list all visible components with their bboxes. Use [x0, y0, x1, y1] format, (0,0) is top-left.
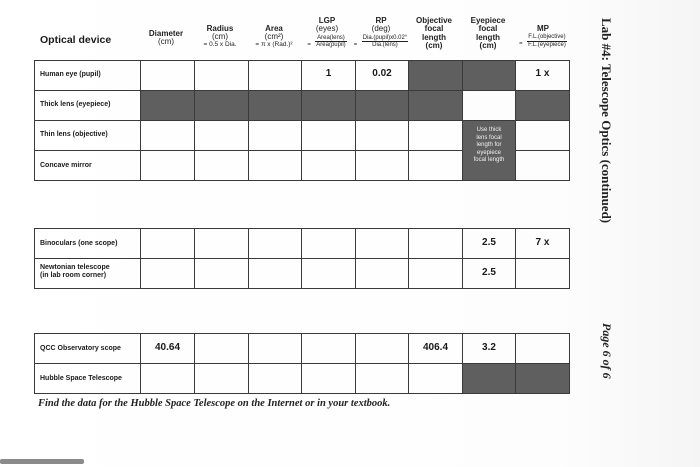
- binoculars-eyepiece: 2.5: [482, 237, 496, 248]
- header-rp: RP (deg) = $\frac{\text{Dia.(pupil)x0.02°}}{\text{Dia.(lens)}}$: [353, 16, 408, 49]
- cell-lgp[interactable]: [301, 150, 356, 181]
- qcc-diameter: 40.64: [154, 342, 181, 353]
- cell-mp[interactable]: [515, 333, 570, 364]
- cell-area[interactable]: [248, 150, 302, 181]
- cell-radius[interactable]: [194, 258, 249, 289]
- cell-area-shaded: [248, 90, 302, 121]
- row-label-hubble: Hubble Space Telescope: [40, 375, 122, 382]
- cell-objective[interactable]: [408, 150, 463, 181]
- cell-radius[interactable]: [194, 228, 249, 259]
- rp-formula: $\frac{\text{Dia.(pupil)x0.02°}}{\text{Dia.(lens)}}$: [362, 34, 408, 49]
- cell-rp-shaded: [355, 90, 409, 121]
- cell-lgp[interactable]: [301, 228, 356, 259]
- cell-objective[interactable]: [408, 363, 463, 394]
- cell-area[interactable]: [248, 228, 302, 259]
- cell-mp[interactable]: [515, 150, 570, 181]
- cell-mp[interactable]: [515, 258, 570, 289]
- footer-instruction: Find the data for the Hubble Space Telescope on the Internet or in your textbook.: [38, 398, 391, 409]
- newtonian-eyepiece: 2.5: [482, 267, 496, 278]
- row-label-qcc: QCC Observatory scope: [40, 345, 121, 352]
- header-objective: Objective focal length (cm): [415, 16, 452, 51]
- header-radius: Radius (cm) = 0.5 x Dia.: [203, 24, 237, 48]
- cell-area[interactable]: [248, 258, 302, 289]
- cell-rp[interactable]: [355, 333, 409, 364]
- cell-lgp-shaded: [301, 90, 356, 121]
- human-eye-rp: 0.02: [372, 68, 392, 79]
- binoculars-mp: 7 x: [535, 237, 550, 248]
- cell-radius[interactable]: [194, 60, 249, 91]
- cell-diameter[interactable]: [140, 363, 195, 394]
- cell-objective[interactable]: [408, 258, 463, 289]
- cell-area[interactable]: [248, 363, 302, 394]
- header-diameter: Diameter (cm): [148, 29, 184, 47]
- row-label-human-eye: Human eye (pupil): [40, 71, 101, 78]
- cell-lgp[interactable]: [301, 120, 356, 151]
- side-title: Lab #4: Telescope Optics (continued): [599, 18, 614, 224]
- cell-radius[interactable]: [194, 333, 249, 364]
- cell-mp-shaded: [515, 90, 570, 121]
- row-label-binoculars: Binoculars (one scope): [40, 240, 118, 247]
- human-eye-lgp: 1: [325, 68, 332, 79]
- cell-objective[interactable]: [408, 120, 463, 151]
- cell-lgp[interactable]: [301, 363, 356, 394]
- cell-rp[interactable]: [355, 228, 409, 259]
- cell-diameter[interactable]: [140, 120, 195, 151]
- cell-diameter-shaded: [140, 90, 195, 121]
- cell-eyepiece[interactable]: [462, 90, 516, 121]
- row-label-newtonian: Newtonian telescope (in lab room corner): [40, 264, 110, 280]
- cell-radius[interactable]: [194, 150, 249, 181]
- cell-eyepiece-shaded: [462, 363, 516, 394]
- cell-rp[interactable]: [355, 120, 409, 151]
- row-label-thin-lens: Thin lens (objective): [40, 131, 108, 138]
- header-lgp: LGP (eyes) = $\frac{\text{Area(lens)}}{\text{Area(pupil)}}$: [307, 16, 346, 49]
- cell-area[interactable]: [248, 120, 302, 151]
- qcc-eyepiece: 3.2: [482, 342, 496, 353]
- cell-area[interactable]: [248, 333, 302, 364]
- cell-lgp[interactable]: [301, 258, 356, 289]
- cell-rp[interactable]: [355, 258, 409, 289]
- cell-radius[interactable]: [194, 120, 249, 151]
- row-label-thick-lens: Thick lens (eyepiece): [40, 101, 111, 108]
- header-area: Area (cm²) = π x (Rad.)²: [255, 24, 293, 48]
- cell-objective-shaded: [408, 60, 463, 91]
- cell-diameter[interactable]: [140, 150, 195, 181]
- cell-objective-shaded: [408, 90, 463, 121]
- scroll-indicator: [0, 459, 84, 464]
- lgp-formula: $\frac{\text{Area(lens)}}{\text{Area(pupil)}}$: [316, 34, 346, 49]
- cell-lgp[interactable]: [301, 333, 356, 364]
- cell-eyepiece-shaded: [462, 60, 516, 91]
- cell-objective[interactable]: [408, 228, 463, 259]
- cell-area[interactable]: [248, 60, 302, 91]
- human-eye-mp: 1 x: [535, 68, 550, 79]
- cell-radius-shaded: [194, 90, 249, 121]
- cell-diameter[interactable]: [140, 60, 195, 91]
- cell-rp[interactable]: [355, 363, 409, 394]
- mp-formula: $\frac{\text{F.L.(objective)}}{\text{F.L.(eyepiece)}}$: [528, 34, 566, 48]
- header-mp: MP = $\frac{\text{F.L.(objective)}}{\text{F.L.(eyepiece)}}$: [519, 24, 566, 48]
- cell-radius[interactable]: [194, 363, 249, 394]
- side-page-number: Page 6 of 6: [600, 323, 614, 379]
- row-label-concave-mirror: Concave mirror: [40, 162, 92, 169]
- cell-rp[interactable]: [355, 150, 409, 181]
- cell-diameter[interactable]: [140, 258, 195, 289]
- eyepiece-note: Use thick lens focal length for eyepiece focal length: [473, 127, 505, 163]
- header-eyepiece: Eyepiece focal length (cm): [470, 16, 506, 51]
- cell-mp-shaded: [515, 363, 570, 394]
- cell-diameter[interactable]: [140, 228, 195, 259]
- cell-mp[interactable]: [515, 120, 570, 151]
- qcc-objective: 406.4: [422, 342, 449, 353]
- header-optical-device: Optical device: [40, 34, 112, 46]
